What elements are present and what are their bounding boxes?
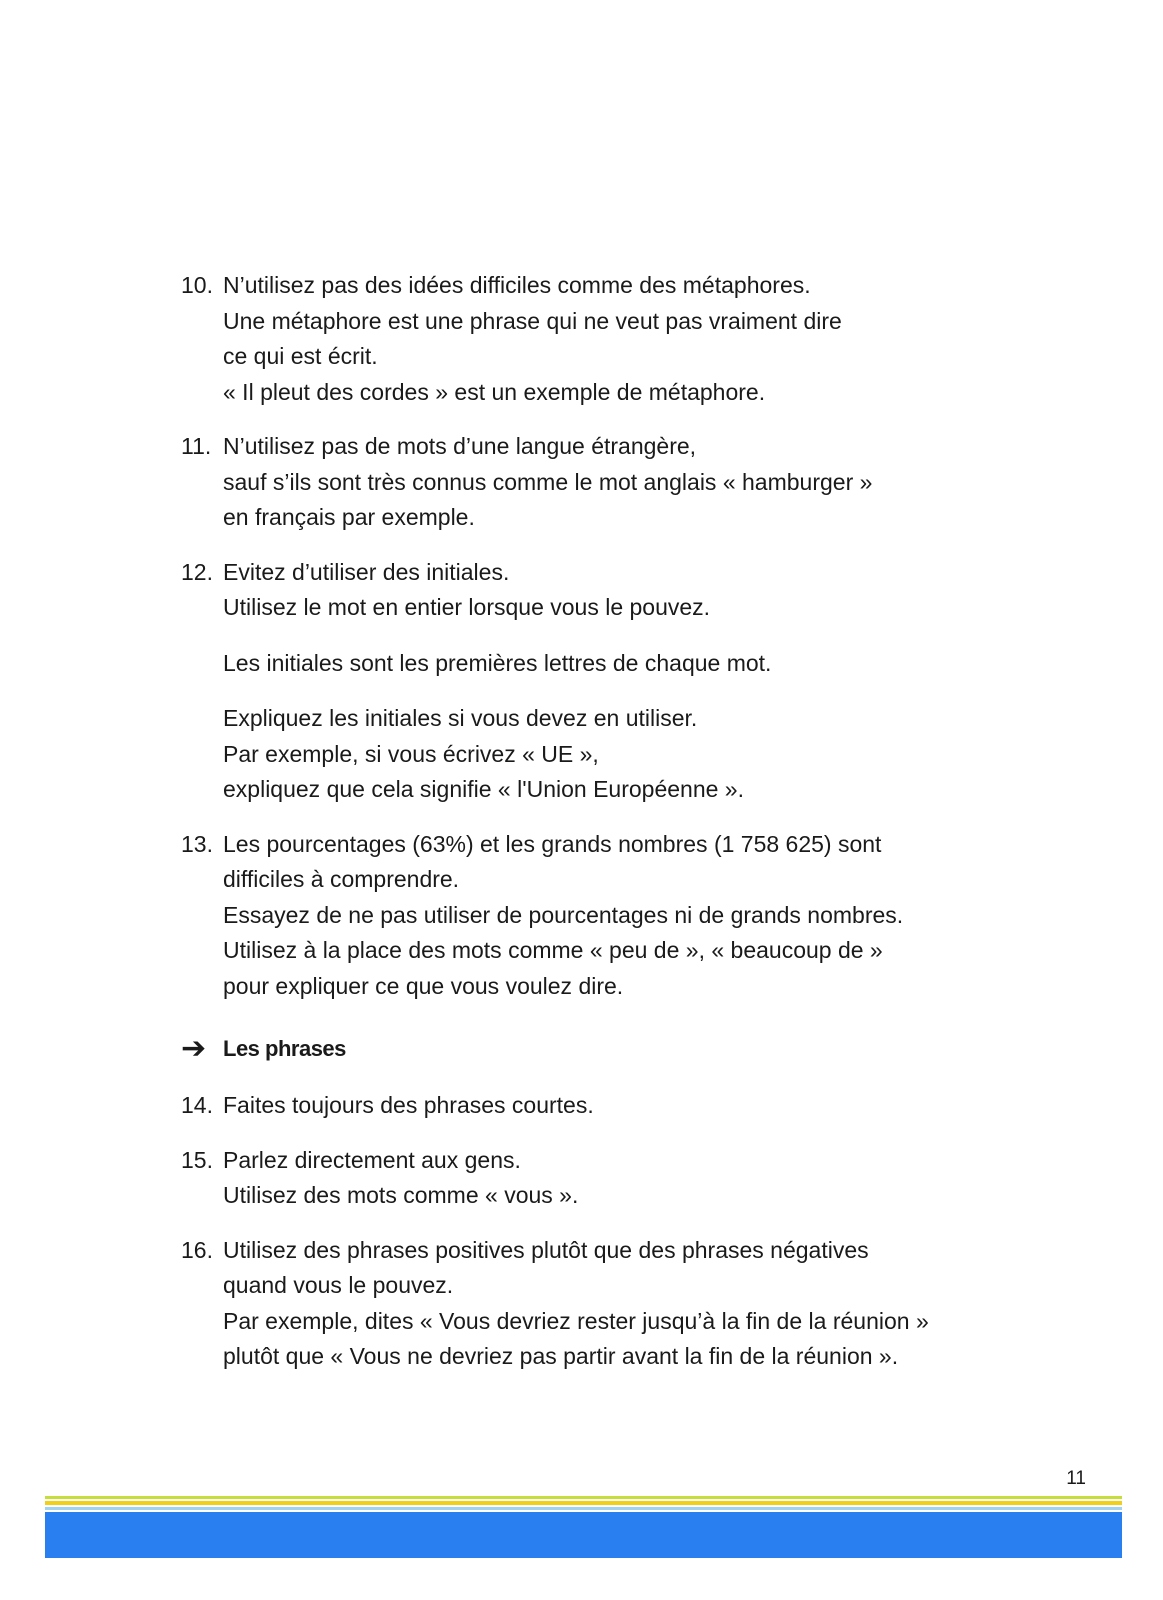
item-number: 13. [181, 830, 213, 857]
item-number: 14. [181, 1092, 213, 1118]
item-text: pour expliquer ce que vous voulez dire. [223, 972, 624, 999]
page-number: 11 [1066, 1468, 1086, 1489]
item-text: Faites toujours des phrases courtes. [223, 1092, 594, 1118]
footer-stripe-light-blue [45, 1507, 1122, 1510]
list-item-15 [181, 1143, 981, 1214]
item-text: Les pourcentages (63%) et les grands nombres (1 758 625) sont [223, 830, 882, 857]
list-item-12 [181, 555, 981, 808]
item-text: Par exemple, si vous écrivez « UE », [223, 740, 599, 767]
item-text: Une métaphore est une phrase qui ne veut pas vraiment dire [223, 307, 842, 334]
item-text: Les initiales sont les premières lettres de chaque mot. [223, 649, 772, 676]
list-item-13 [181, 827, 981, 1005]
item-text: ce qui est écrit. [223, 343, 378, 369]
section-heading [181, 1031, 981, 1067]
footer-band-blue [45, 1512, 1122, 1558]
section-title: Les phrases [223, 1036, 346, 1061]
item-text: Essayez de ne pas utiliser de pourcentages ni de grands nombres. [223, 901, 904, 928]
list-item-11 [181, 429, 981, 536]
item-text: « Il pleut des cordes » est un exemple de métaphore. [223, 378, 766, 405]
item-text: N’utilisez pas des idées difficiles comme des métaphores. [223, 272, 811, 298]
list-item-10 [181, 268, 981, 410]
list-item-14 [181, 1088, 981, 1124]
item-number: 12. [181, 558, 213, 585]
page-content [181, 268, 981, 1394]
item-text: en français par exemple. [223, 504, 475, 530]
footer-stripe-yellow [45, 1501, 1122, 1505]
item-text: difficiles à comprendre. [223, 866, 460, 892]
item-text: Utilisez des mots comme « vous ». [223, 1182, 579, 1208]
item-number: 10. [181, 272, 213, 298]
item-text: sauf s’ils sont très connus comme le mot anglais « hamburger » [223, 468, 873, 495]
item-text: Utilisez à la place des mots comme « peu de », « beaucoup de » [223, 937, 883, 963]
item-text: N’utilisez pas de mots d’une langue étrangère, [223, 433, 697, 459]
arrow-right-icon: ➔ [181, 1032, 206, 1065]
item-number: 11. [181, 433, 212, 459]
item-text: Parlez directement aux gens. [223, 1146, 521, 1173]
item-text: quand vous le pouvez. [223, 1272, 454, 1298]
item-text: Par exemple, dites « Vous devriez rester jusqu’à la fin de la réunion » [223, 1307, 929, 1334]
item-text: Utilisez des phrases positives plutôt que des phrases négatives [223, 1236, 869, 1263]
list-item-16 [181, 1233, 981, 1375]
item-text: Expliquez les initiales si vous devez en utiliser. [223, 705, 698, 731]
item-text: expliquez que cela signifie « l'Union Européenne ». [223, 776, 744, 802]
footer-stripe-green [45, 1496, 1122, 1499]
item-number: 16. [181, 1236, 213, 1263]
item-text: Utilisez le mot en entier lorsque vous le pouvez. [223, 594, 711, 620]
item-text: plutôt que « Vous ne devriez pas partir avant la fin de la réunion ». [223, 1343, 899, 1369]
item-number: 15. [181, 1146, 213, 1173]
item-text: Evitez d’utiliser des initiales. [223, 558, 510, 585]
